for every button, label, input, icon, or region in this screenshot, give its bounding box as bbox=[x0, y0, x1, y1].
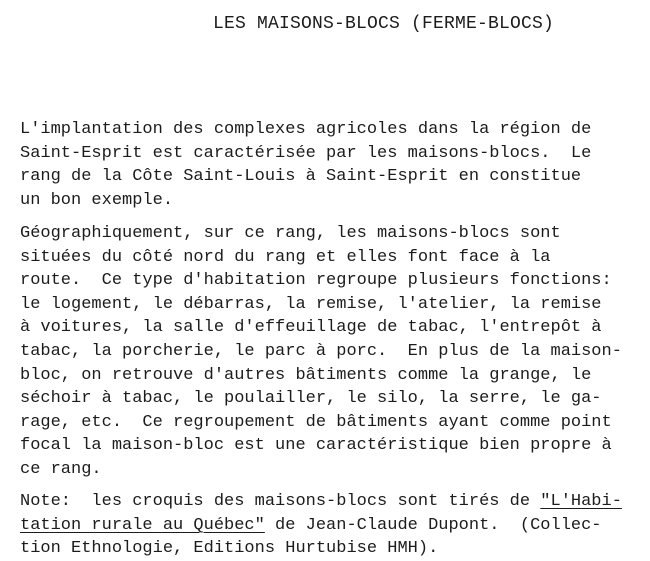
paragraph-line: L'implantation des complexes agricoles dans la région de bbox=[20, 120, 592, 139]
note-text: tion Ethnologie, Editions Hurtubise HMH). bbox=[20, 539, 439, 559]
note-reference-title: "L'Habi- bbox=[540, 492, 622, 511]
paragraph-line: le logement, le débarras, la remise, l'atelier, la remise bbox=[20, 294, 602, 314]
paragraph-line: Saint-Esprit est caractérisée par les maisons-blocs. Le bbox=[20, 143, 592, 163]
note-paragraph bbox=[20, 490, 622, 561]
paragraph-line: route. Ce type d'habitation regroupe plusieurs fonctions: bbox=[20, 271, 612, 291]
note-text: Note: les croquis des maisons-blocs sont tirés de bbox=[20, 492, 541, 511]
document-title: LES MAISONS-BLOCS (FERME-BLOCS) bbox=[213, 14, 555, 34]
paragraph-line: rang de la Côte Saint-Louis à Saint-Esprit en constitue bbox=[20, 167, 582, 187]
paragraph-geography bbox=[20, 222, 622, 482]
paragraph-line: Géographiquement, sur ce rang, les maisons-blocs sont bbox=[20, 224, 561, 243]
paragraph-line: ce rang. bbox=[20, 459, 102, 479]
note-text: de Jean-Claude Dupont. (Collec- bbox=[264, 515, 602, 535]
paragraph-line: séchoir à tabac, le poulailler, le silo, la serre, le ga- bbox=[20, 389, 602, 409]
paragraph-line: un bon exemple. bbox=[20, 190, 174, 210]
paragraph-line: rage, etc. Ce regroupement de bâtiments ayant comme point bbox=[20, 412, 612, 432]
paragraph-line: à voitures, la salle d'effeuillage de tabac, l'entrepôt à bbox=[20, 318, 602, 338]
paragraph-line: situées du côté nord du rang et elles font face à la bbox=[20, 247, 551, 267]
paragraph-line: bloc, on retrouve d'autres bâtiments comme la grange, le bbox=[20, 365, 592, 385]
paragraph-line: tabac, la porcherie, le parc à porc. En plus de la maison- bbox=[20, 341, 622, 361]
paragraph-line: focal la maison-bloc est une caractéristique bien propre à bbox=[20, 436, 612, 456]
note-reference-title: tation rurale au Québec" bbox=[20, 515, 265, 535]
paragraph-introduction bbox=[20, 118, 591, 212]
